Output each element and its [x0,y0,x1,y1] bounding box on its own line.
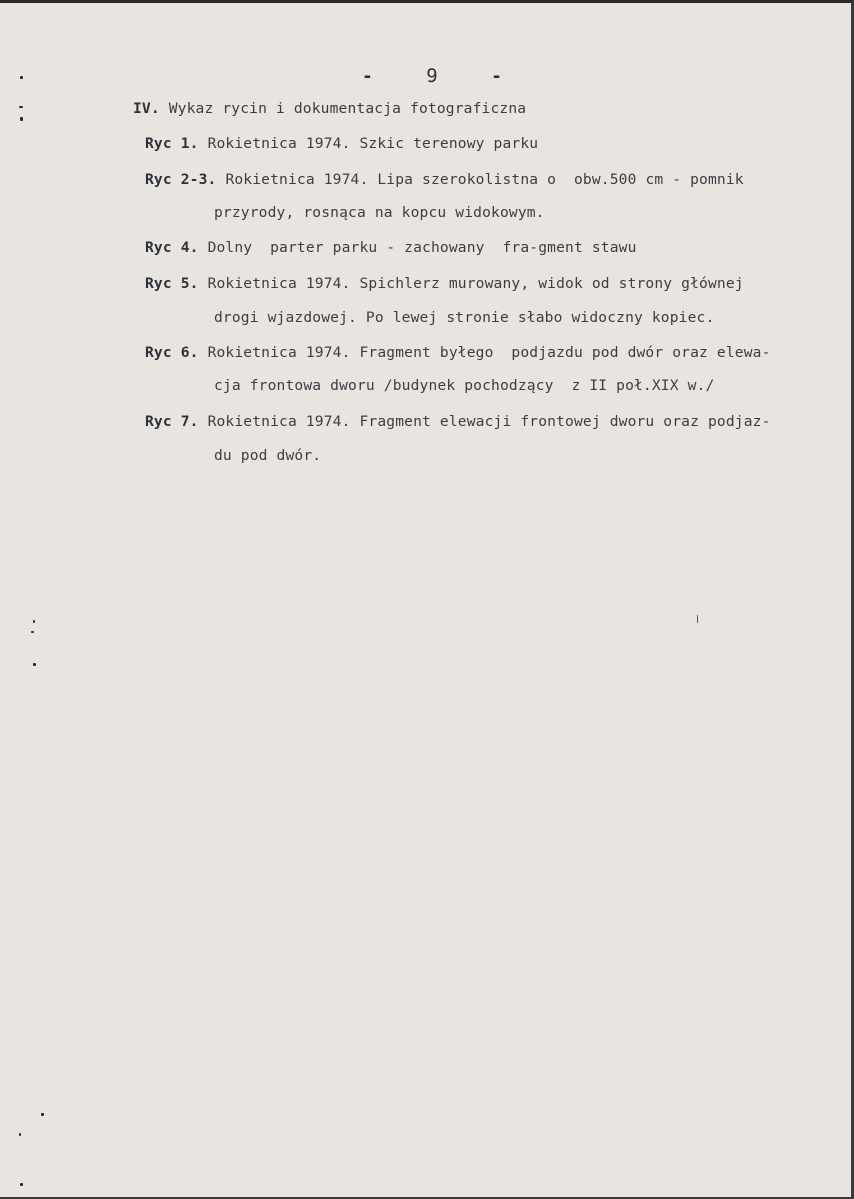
figure-caption-continuation: cja frontowa dworu /budynek pochodzący z II poł.XIX w./ [214,377,715,394]
margin-speck [33,620,35,623]
figure-label: Ryc 5. [145,275,199,292]
figure-entry [145,343,771,363]
figure-caption-line: Rokietnica 1974. Fragment byłego podjazdu pod dwór oraz elewa- [207,344,771,361]
figure-entry [145,170,744,190]
figure-caption-continuation: du pod dwór. [214,447,322,464]
figure-entry [145,134,538,154]
figure-entry [145,412,771,432]
margin-speck [31,631,34,633]
page-number-dash-left: - [362,65,373,87]
page-number-value: 9 [426,65,438,87]
figure-label: Ryc 1. [145,135,199,152]
margin-speck [697,615,698,623]
margin-speck [20,117,23,121]
figure-caption-continuation: drogi wjazdowej. Po lewej stronie słabo widoczny kopiec. [214,309,715,326]
figure-caption-continuation: przyrody, rosnąca na kopcu widokowym. [214,204,545,221]
figure-entry [145,274,744,294]
margin-speck [20,76,23,79]
figure-caption-line: Rokietnica 1974. Fragment elewacji frontowej dworu oraz podjaz- [207,413,771,430]
figure-caption-line: Rokietnica 1974. Szkic terenowy parku [207,135,539,152]
figure-entry [145,238,637,258]
margin-speck [20,1183,23,1186]
figure-label: Ryc 4. [145,239,199,256]
figure-caption-line: Rokietnica 1974. Spichlerz murowany, widok od strony głównej [207,275,744,292]
figure-caption-line: Rokietnica 1974. Lipa szerokolistna o obw.500 cm - pomnik [225,171,744,188]
margin-speck [33,663,36,666]
margin-speck [19,1133,21,1136]
figure-label: Ryc 6. [145,344,199,361]
figure-label: Ryc 7. [145,413,199,430]
page-number-dash-right: - [491,65,502,87]
figure-caption-line: Dolny parter parku - zachowany fra-gment stawu [207,239,637,256]
margin-speck [19,106,23,108]
figure-label: Ryc 2-3. [145,171,217,188]
section-numeral: IV. [133,100,160,117]
margin-speck [41,1113,44,1116]
section-heading [133,99,526,119]
section-title: Wykaz rycin i dokumentacja fotograficzna [168,100,527,117]
page-number [362,62,502,90]
